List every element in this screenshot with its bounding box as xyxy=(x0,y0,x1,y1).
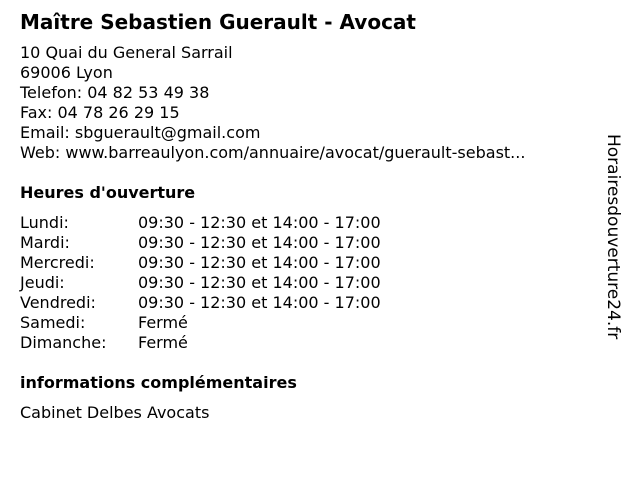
web-line: Web: www.barreaulyon.com/annuaire/avocat/guerault-sebast... xyxy=(20,143,526,162)
day-label: Vendredi: xyxy=(20,293,96,312)
day-hours: Fermé xyxy=(138,313,188,332)
contact-block xyxy=(20,43,525,163)
additional-info-heading: informations complémentaires xyxy=(20,373,297,392)
day-hours: 09:30 - 12:30 et 14:00 - 17:00 xyxy=(138,213,381,232)
day-hours: 09:30 - 12:30 et 14:00 - 17:00 xyxy=(138,253,381,272)
site-brand-vertical: Horairesdouverture24.fr xyxy=(603,134,623,340)
phone-line: Telefon: 04 82 53 49 38 xyxy=(20,83,210,102)
day-label: Mercredi: xyxy=(20,253,95,272)
day-hours: Fermé xyxy=(138,333,188,352)
day-hours: 09:30 - 12:30 et 14:00 - 17:00 xyxy=(138,293,381,312)
address-street: 10 Quai du General Sarrail xyxy=(20,43,233,62)
day-label: Jeudi: xyxy=(20,273,65,292)
day-label: Dimanche: xyxy=(20,333,107,352)
business-title: Maître Sebastien Guerault - Avocat xyxy=(20,10,416,34)
day-hours: 09:30 - 12:30 et 14:00 - 17:00 xyxy=(138,233,381,252)
day-label: Lundi: xyxy=(20,213,69,232)
day-hours: 09:30 - 12:30 et 14:00 - 17:00 xyxy=(138,273,381,292)
email-line: Email: sbguerault@gmail.com xyxy=(20,123,261,142)
opening-hours-heading: Heures d'ouverture xyxy=(20,183,196,202)
day-label: Mardi: xyxy=(20,233,70,252)
address-city: 69006 Lyon xyxy=(20,63,113,82)
fax-line: Fax: 04 78 26 29 15 xyxy=(20,103,180,122)
additional-info-text: Cabinet Delbes Avocats xyxy=(20,403,210,422)
day-label: Samedi: xyxy=(20,313,86,332)
